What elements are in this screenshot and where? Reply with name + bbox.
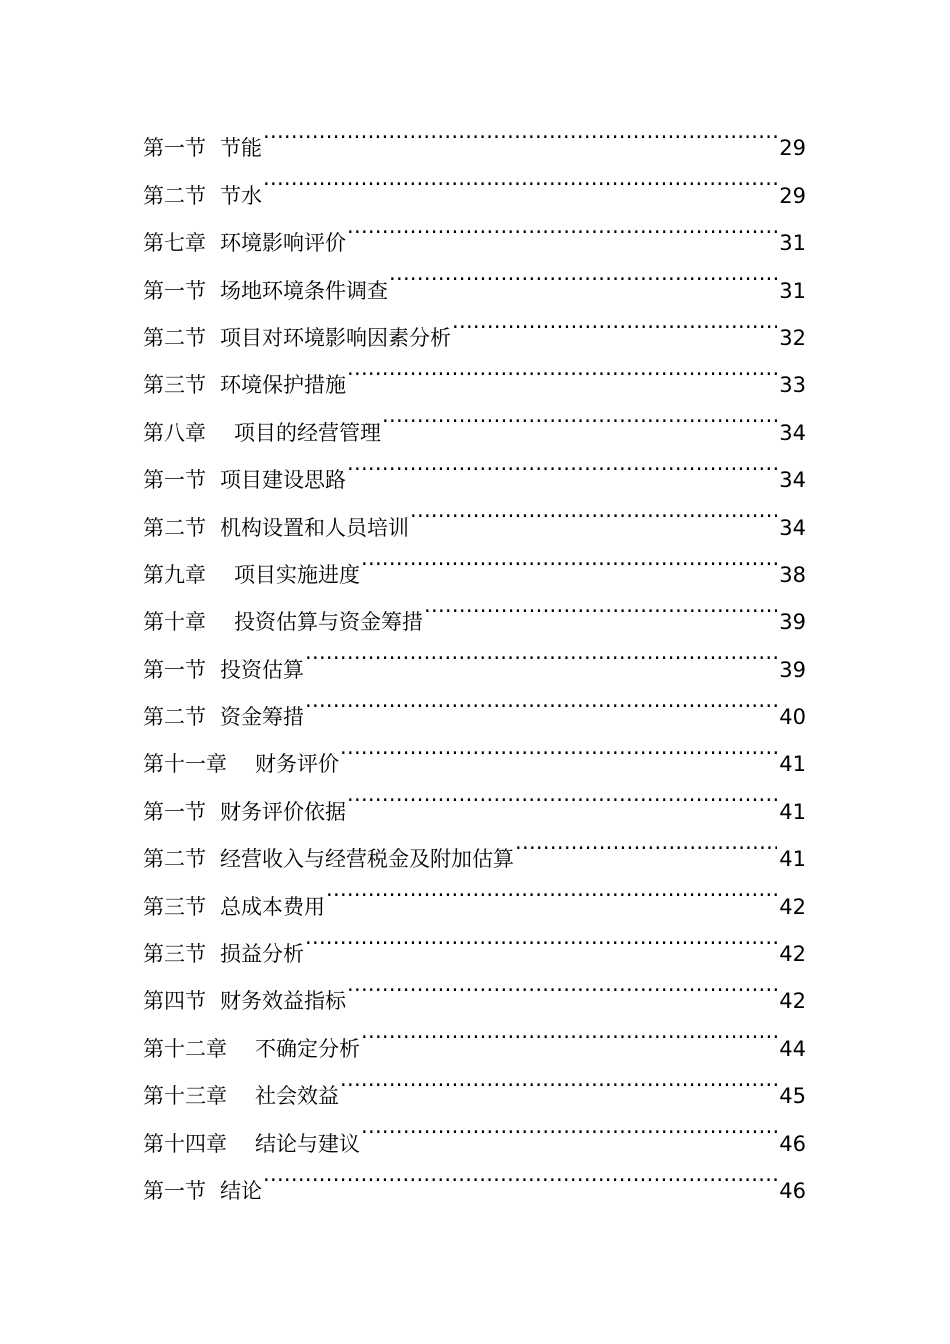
toc-dot-leader — [382, 392, 777, 439]
toc-entry-page-number: 29 — [779, 183, 806, 208]
toc-dot-leader — [326, 866, 777, 913]
toc-entry-label: 项目建设思路 — [220, 468, 346, 493]
toc-entry-page-number: 29 — [779, 136, 806, 161]
toc-dot-leader — [361, 1103, 777, 1150]
toc-entry-page-number: 41 — [779, 799, 806, 824]
toc-entry-number: 第七章 — [143, 231, 206, 256]
toc-entry-label: 投资估算与资金筹措 — [234, 610, 423, 635]
toc-entry-number: 第三节 — [143, 894, 206, 919]
toc-entry-page-number: 34 — [779, 420, 806, 445]
toc-entry-title — [143, 268, 388, 315]
toc-entry-number: 第三节 — [143, 942, 206, 967]
toc-entry-page-number: 40 — [779, 705, 806, 730]
toc-entry-page-number: 39 — [779, 657, 806, 682]
toc-entry-title — [143, 1026, 360, 1073]
toc-entry-title — [143, 741, 339, 788]
toc-entry-page-number: 42 — [779, 989, 806, 1014]
toc-dot-leader — [347, 440, 777, 487]
toc-entry-number: 第一节 — [143, 657, 206, 682]
toc-entry-page-number: 32 — [779, 325, 806, 350]
toc-entry-title — [143, 1073, 339, 1120]
toc-entry-label: 总成本费用 — [220, 894, 325, 919]
toc-entry-number: 第二节 — [143, 847, 206, 872]
toc-entry-title — [143, 694, 304, 741]
toc-entry-number: 第十三章 — [143, 1084, 227, 1109]
toc-entry-title — [143, 220, 346, 267]
toc-entry-number: 第十一章 — [143, 752, 227, 777]
toc-entry-page-number: 42 — [779, 894, 806, 919]
toc-entry-number: 第十四章 — [143, 1131, 227, 1156]
toc-entry-page-number: 34 — [779, 515, 806, 540]
toc-entry-number: 第八章 — [143, 420, 206, 445]
toc-entry-label: 结论与建议 — [255, 1131, 360, 1156]
toc-entry-number: 第十章 — [143, 610, 206, 635]
toc-dot-leader — [452, 298, 777, 345]
toc-entry-label: 节能 — [220, 136, 262, 161]
toc-dot-leader — [340, 1056, 777, 1103]
toc-entry-page-number: 31 — [779, 231, 806, 256]
toc-dot-leader — [347, 771, 777, 818]
toc-entry-label: 机构设置和人员培训 — [220, 515, 409, 540]
toc-dot-leader — [263, 1151, 777, 1198]
toc-entry-number: 第一节 — [143, 136, 206, 161]
toc-entry-label: 项目实施进度 — [234, 562, 360, 587]
toc-entry[interactable] — [143, 108, 806, 161]
toc-entry-page-number: 42 — [779, 942, 806, 967]
toc-dot-leader — [361, 1008, 777, 1055]
toc-dot-leader — [515, 819, 777, 866]
toc-entry-title — [143, 884, 325, 931]
toc-entry-number: 第二节 — [143, 515, 206, 540]
toc-dot-leader — [305, 914, 777, 961]
toc-entry-label: 财务效益指标 — [220, 989, 346, 1014]
toc-entry-page-number: 39 — [779, 610, 806, 635]
toc-dot-leader — [305, 677, 777, 724]
toc-entry-label: 场地环境条件调查 — [220, 278, 388, 303]
toc-entry-label: 经营收入与经营税金及附加估算 — [220, 847, 514, 872]
toc-entry-label: 节水 — [220, 183, 262, 208]
toc-dot-leader — [347, 203, 777, 250]
toc-entry-number: 第一节 — [143, 799, 206, 824]
toc-dot-leader — [263, 155, 777, 202]
toc-entry-number: 第一节 — [143, 278, 206, 303]
toc-entry-title — [143, 457, 346, 504]
toc-dot-leader — [389, 250, 777, 297]
toc-entry-label: 环境影响评价 — [220, 231, 346, 256]
toc-entry-title — [143, 125, 262, 172]
toc-entry-title — [143, 362, 346, 409]
toc-entry-label: 环境保护措施 — [220, 373, 346, 398]
toc-entry-page-number: 45 — [779, 1084, 806, 1109]
toc-entry-page-number: 46 — [779, 1131, 806, 1156]
toc-entry-label: 财务评价依据 — [220, 799, 346, 824]
toc-entry-label: 社会效益 — [255, 1084, 339, 1109]
toc-dot-leader — [340, 724, 777, 771]
toc-entry-label: 不确定分析 — [255, 1036, 360, 1061]
toc-entry-label: 财务评价 — [255, 752, 339, 777]
toc-entry-title — [143, 552, 360, 599]
toc-dot-leader — [263, 108, 777, 155]
toc-entry-page-number: 31 — [779, 278, 806, 303]
toc-entry-title — [143, 789, 346, 836]
toc-entry-label: 项目的经营管理 — [234, 420, 381, 445]
toc-entry-label: 项目对环境影响因素分析 — [220, 325, 451, 350]
toc-entry-number: 第二节 — [143, 705, 206, 730]
toc-entry-page-number: 38 — [779, 562, 806, 587]
table-of-contents — [143, 108, 806, 1203]
toc-entry-page-number: 34 — [779, 468, 806, 493]
toc-entry-page-number: 41 — [779, 847, 806, 872]
toc-dot-leader — [424, 582, 777, 629]
toc-entry-number: 第二节 — [143, 325, 206, 350]
toc-entry-label: 投资估算 — [220, 657, 304, 682]
toc-entry-number: 第四节 — [143, 989, 206, 1014]
toc-entry-title — [143, 647, 304, 694]
toc-dot-leader — [347, 961, 777, 1008]
toc-entry-number: 第三节 — [143, 373, 206, 398]
toc-entry-label: 资金筹措 — [220, 705, 304, 730]
toc-entry-title — [143, 931, 304, 978]
toc-entry-number: 第一节 — [143, 468, 206, 493]
toc-entry-title — [143, 1168, 262, 1215]
toc-dot-leader — [361, 535, 777, 582]
toc-entry-label: 结论 — [220, 1178, 262, 1203]
toc-dot-leader — [347, 345, 777, 392]
toc-entry-number: 第九章 — [143, 562, 206, 587]
toc-entry-title — [143, 410, 381, 457]
toc-dot-leader — [305, 629, 777, 676]
toc-entry-number: 第一节 — [143, 1178, 206, 1203]
toc-entry-title — [143, 173, 262, 220]
toc-entry-title — [143, 978, 346, 1025]
toc-entry-page-number: 46 — [779, 1178, 806, 1203]
toc-entry-page-number: 33 — [779, 373, 806, 398]
toc-entry-page-number: 41 — [779, 752, 806, 777]
toc-dot-leader — [410, 487, 777, 534]
toc-entry-label: 损益分析 — [220, 942, 304, 967]
toc-entry-page-number: 44 — [779, 1036, 806, 1061]
toc-entry-number: 第二节 — [143, 183, 206, 208]
toc-entry-number: 第十二章 — [143, 1036, 227, 1061]
